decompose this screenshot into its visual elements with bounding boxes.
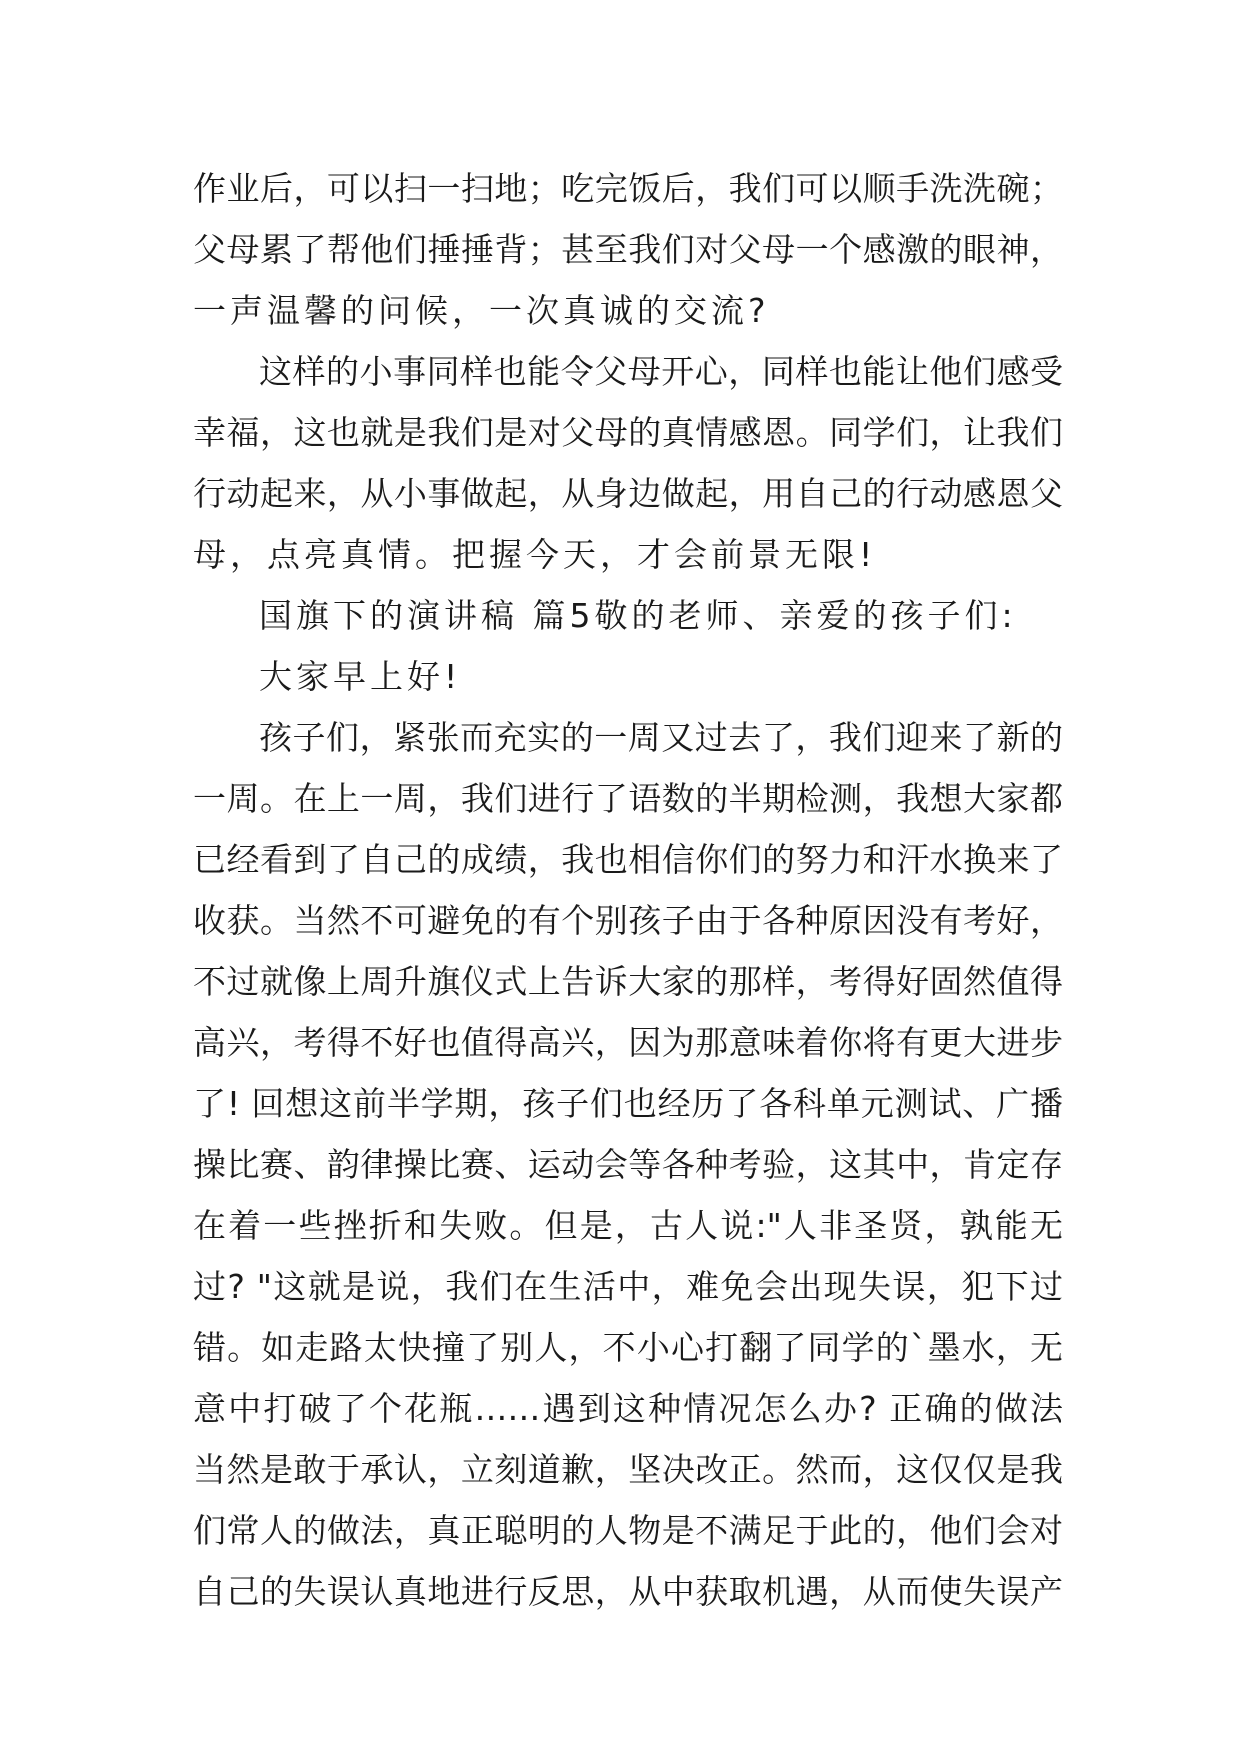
text-line: 收获。当然不可避免的有个别孩子由于各种原因没有考好， — [193, 901, 1063, 940]
paragraph — [193, 646, 1063, 707]
document-body — [193, 158, 1063, 1622]
text-line: 自己的失误认真地进行反思，从中获取机遇，从而使失误产 — [193, 1572, 1063, 1611]
text-line: 在着一些挫折和失败。但是，古人说:"人非圣贤，孰能无 — [193, 1206, 1063, 1245]
text-line: 了! 回想这前半学期，孩子们也经历了各科单元测试、广播 — [193, 1084, 1063, 1123]
text-line: 幸福，这也就是我们是对父母的真情感恩。同学们，让我们 — [193, 413, 1063, 452]
text-line: 孩子们，紧张而充实的一周又过去了，我们迎来了新的 — [259, 718, 1063, 757]
text-line: 父母累了帮他们捶捶背；甚至我们对父母一个感激的眼神， — [193, 230, 1063, 269]
text-line: 作业后，可以扫一扫地；吃完饭后，我们可以顺手洗洗碗； — [193, 169, 1063, 208]
text-line: 意中打破了个花瓶……遇到这种情况怎么办? 正确的做法 — [193, 1389, 1063, 1428]
text-line: 国旗下的演讲稿 篇5敬的老师、亲爱的孩子们: — [259, 596, 1017, 635]
text-line: 这样的小事同样也能令父母开心，同样也能让他们感受 — [259, 352, 1063, 391]
text-line: 不过就像上周升旗仪式上告诉大家的那样，考得好固然值得 — [193, 962, 1063, 1001]
text-line: 母，点亮真情。把握今天，才会前景无限! — [193, 535, 877, 574]
text-line: 一声温馨的问候，一次真诚的交流? — [193, 291, 770, 330]
text-line: 当然是敢于承认，立刻道歉，坚决改正。然而，这仅仅是我 — [193, 1450, 1063, 1489]
text-line: 已经看到了自己的成绩，我也相信你们的努力和汗水换来了 — [193, 840, 1063, 879]
text-line: 大家早上好! — [259, 657, 462, 696]
paragraph — [193, 158, 1063, 341]
text-line: 过? "这就是说，我们在生活中，难免会出现失误，犯下过 — [193, 1267, 1063, 1306]
text-line: 行动起来，从小事做起，从身边做起，用自己的行动感恩父 — [193, 474, 1063, 513]
text-line: 高兴，考得不好也值得高兴，因为那意味着你将有更大进步 — [193, 1023, 1063, 1062]
text-line: 一周。在上一周，我们进行了语数的半期检测，我想大家都 — [193, 779, 1063, 818]
text-line: 错。如走路太快撞了别人，不小心打翻了同学的`墨水，无 — [193, 1328, 1063, 1367]
text-line: 们常人的做法，真正聪明的人物是不满足于此的，他们会对 — [193, 1511, 1063, 1550]
text-line: 操比赛、韵律操比赛、运动会等各种考验，这其中，肯定存 — [193, 1145, 1063, 1184]
paragraph — [193, 707, 1063, 1622]
paragraph — [193, 341, 1063, 585]
paragraph — [193, 585, 1063, 646]
